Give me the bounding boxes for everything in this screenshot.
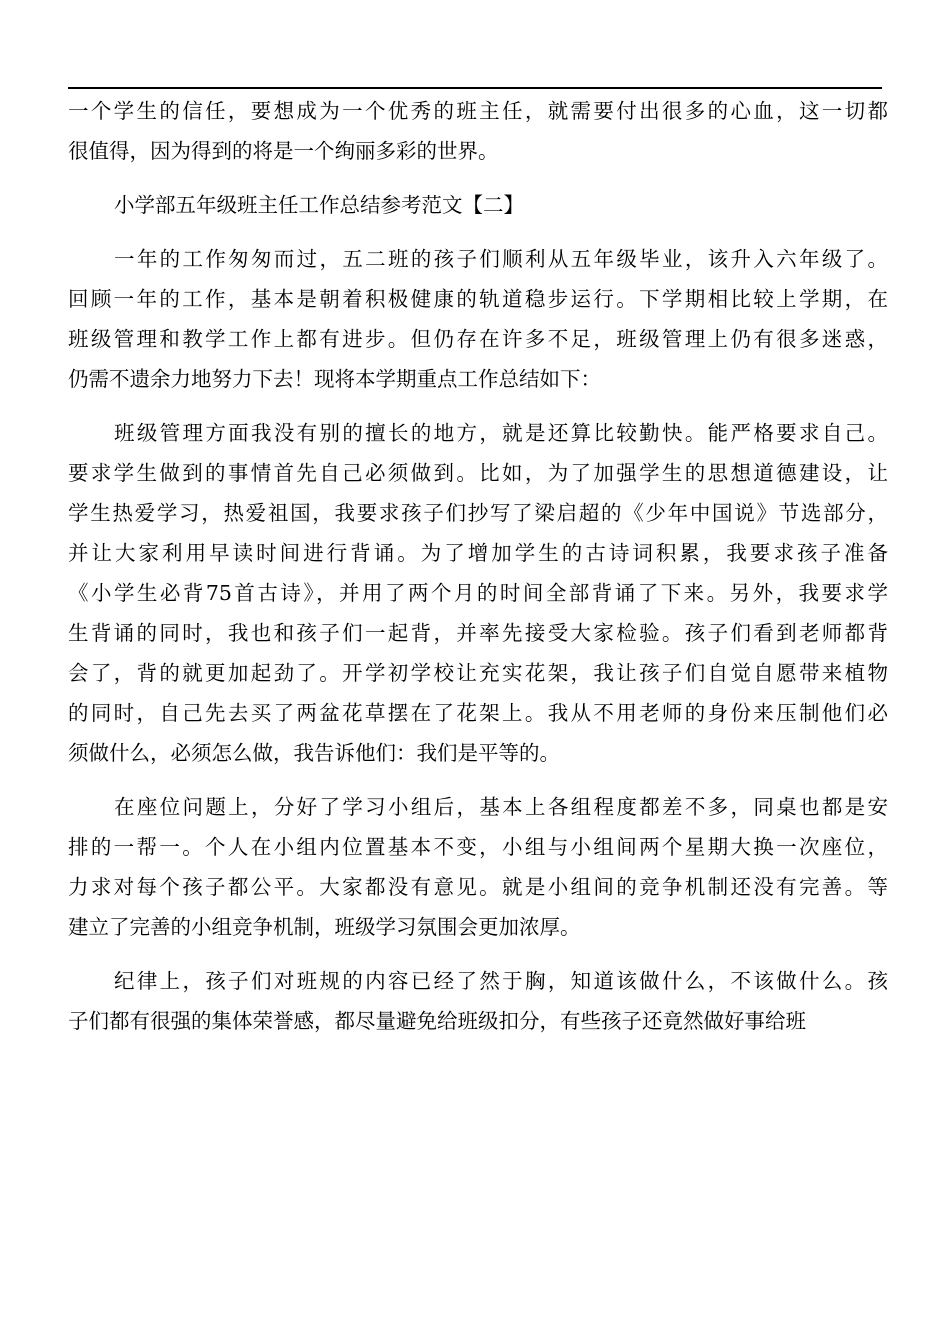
text-line: 仍需不遗余力地努力下去！现将本学期重点工作总结如下：: [68, 367, 601, 391]
text-line: 在座位问题上，分好了学习小组后，基本上各组程度都差不多，同桌也都是安: [114, 795, 888, 819]
text-line: 小学部五年级班主任工作总结参考范文【二】: [114, 193, 524, 217]
text-line: 排的一帮一。个人在小组内位置基本不变，小组与小组间两个星期大换一次座位，: [68, 835, 888, 859]
text-line: 并让大家利用早读时间进行背诵。为了增加学生的古诗词积累，我要求孩子准备: [68, 541, 888, 565]
text-line: 《小学生必背75首古诗》，并用了两个月的时间全部背诵了下来。另外，我要求学: [68, 581, 888, 605]
document-body: [68, 91, 888, 1055]
text-line: 子们都有很强的集体荣誉感，都尽量避免给班级扣分，有些孩子还竟然做好事给班: [68, 1009, 806, 1033]
text-line: 纪律上，孩子们对班规的内容已经了然于胸，知道该做什么，不该做什么。孩: [114, 969, 888, 993]
text-line: 一年的工作匆匆而过，五二班的孩子们顺利从五年级毕业，该升入六年级了。: [114, 247, 888, 271]
paragraph-class-management: [68, 413, 888, 773]
text-line: 生背诵的同时，我也和孩子们一起背，并率先接受大家检验。孩子们看到老师都背: [68, 621, 888, 645]
text-line: 学生热爱学习，热爱祖国，我要求孩子们抄写了梁启超的《少年中国说》节选部分，: [68, 501, 888, 525]
text-line: 很值得，因为得到的将是一个绚丽多彩的世界。: [68, 139, 499, 163]
text-line: 会了，背的就更加起劲了。开学初学校让充实花架，我让孩子们自觉自愿带来植物: [68, 661, 888, 685]
text-line: 要求学生做到的事情首先自己必须做到。比如，为了加强学生的思想道德建设，让: [68, 461, 888, 485]
text-line: 建立了完善的小组竞争机制，班级学习氛围会更加浓厚。: [68, 915, 581, 939]
text-line: 班级管理方面我没有别的擅长的地方，就是还算比较勤快。能严格要求自己。: [114, 421, 888, 445]
paragraph-seating: [68, 787, 888, 947]
text-line: 须做什么，必须怎么做，我告诉他们：我们是平等的。: [68, 741, 560, 765]
paragraph-overview: [68, 239, 888, 399]
text-line: 力求对每个孩子都公平。大家都没有意见。就是小组间的竞争机制还没有完善。等: [68, 875, 888, 899]
text-line: 的同时，自己先去买了两盆花草摆在了花架上。我从不用老师的身份来压制他们必: [68, 701, 888, 725]
paragraph-section-heading: [68, 185, 888, 225]
header-rule: [68, 87, 882, 89]
paragraph-intro-ending: [68, 91, 888, 171]
text-line: 班级管理和教学工作上都有进步。但仍存在许多不足，班级管理上仍有很多迷惑，: [68, 327, 888, 351]
paragraph-discipline: [68, 961, 888, 1041]
text-line: 回顾一年的工作，基本是朝着积极健康的轨道稳步运行。下学期相比较上学期，在: [68, 287, 888, 311]
text-line: 一个学生的信任，要想成为一个优秀的班主任，就需要付出很多的心血，这一切都: [68, 99, 888, 123]
